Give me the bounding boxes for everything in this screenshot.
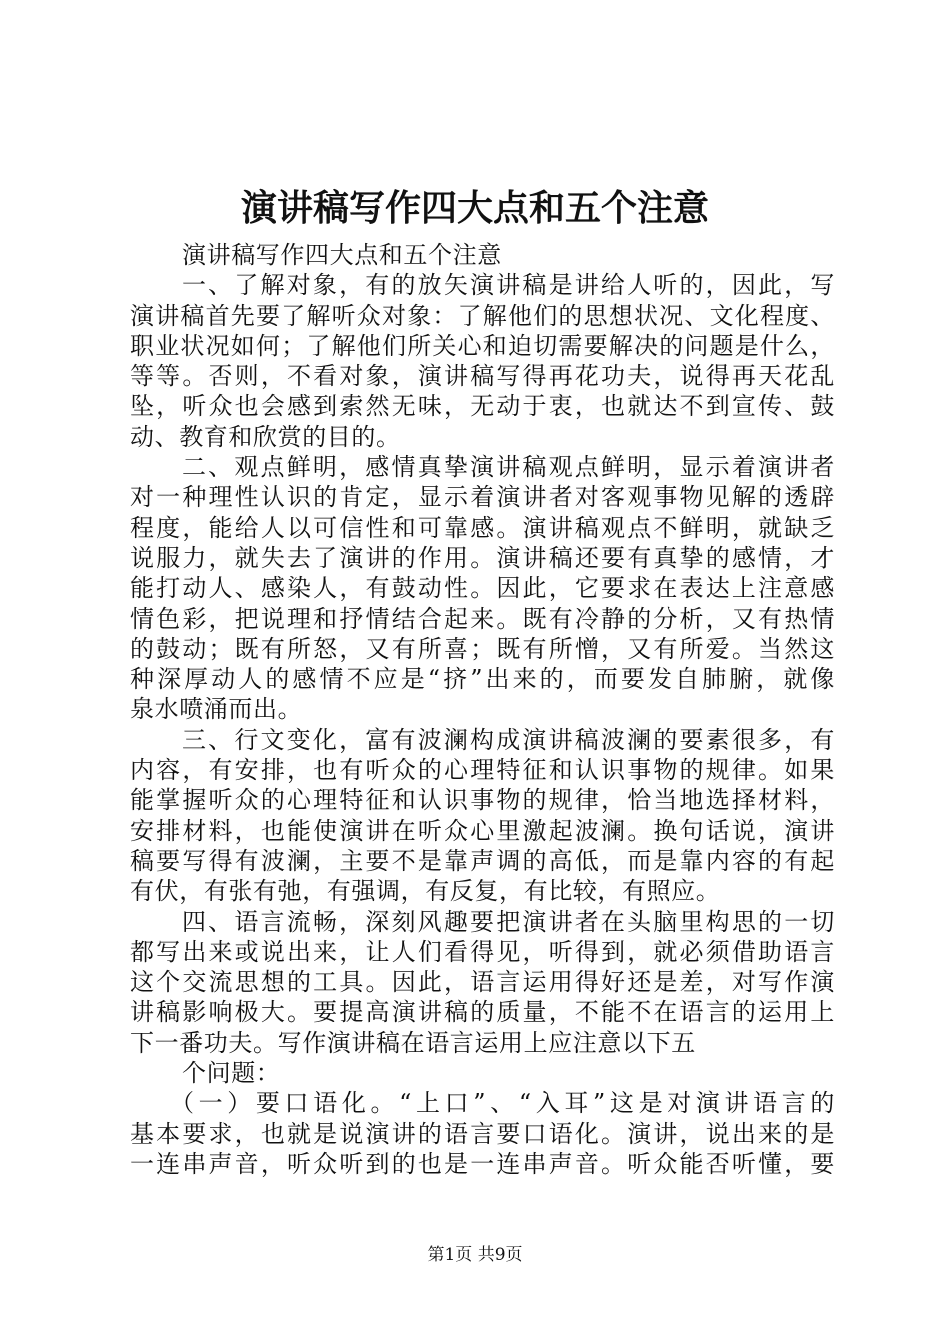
text-line: 个问题： — [182, 1059, 281, 1088]
text-line: 演讲稿首先要了解听众对象：了解他们的思想状况、文化程度、 — [130, 301, 835, 330]
text-line: 讲稿影响极大。要提高演讲稿的质量，不能不在语言的运用上 — [130, 998, 835, 1027]
text-line: 一、了解对象，有的放矢演讲稿是讲给人听的，因此，写 — [182, 271, 835, 300]
text-line: 一连串声音，听众听到的也是一连串声音。听众能否听懂，要 — [130, 1149, 835, 1178]
text-line: 安排材料，也能使演讲在听众心里激起波澜。换句话说，演讲 — [130, 816, 835, 845]
document-body — [130, 240, 835, 1179]
text-line: 对一种理性认识的肯定，显示着演讲者对客观事物见解的透辟 — [130, 483, 835, 512]
text-line: 种深厚动人的感情不应是“挤”出来的，而要发自肺腑，就像 — [130, 665, 835, 694]
text-line: 能掌握听众的心理特征和认识事物的规律，恰当地选择材料， — [130, 786, 835, 815]
text-line: 职业状况如何；了解他们所关心和迫切需要解决的问题是什么， — [130, 331, 835, 360]
text-line: 情色彩，把说理和抒情结合起来。既有冷静的分析，又有热情 — [130, 604, 835, 633]
subtitle-line: 演讲稿写作四大点和五个注意 — [182, 241, 502, 269]
text-line: 泉水喷涌而出。 — [130, 695, 303, 724]
text-line: 说服力，就失去了演讲的作用。演讲稿还要有真挚的感情，才 — [130, 543, 835, 572]
text-line: 下一番功夫。写作演讲稿在语言运用上应注意以下五 — [130, 1028, 696, 1057]
text-line: 有伏，有张有弛，有强调，有反复，有比较，有照应。 — [130, 877, 721, 906]
text-line: 能打动人、感染人，有鼓动性。因此，它要求在表达上注意感 — [130, 574, 835, 603]
text-line: 二、观点鲜明，感情真挚演讲稿观点鲜明，显示着演讲者 — [182, 453, 835, 482]
document-title: 演讲稿写作四大点和五个注意 — [240, 187, 709, 229]
text-line: 坠，听众也会感到索然无味，无动于衷，也就达不到宣传、鼓 — [130, 392, 835, 421]
text-line: 三、行文变化，富有波澜构成演讲稿波澜的要素很多，有 — [182, 725, 835, 754]
text-line: （一）要口语化。“上口”、“入耳”这是对演讲语言的 — [170, 1089, 835, 1118]
text-line: 都写出来或说出来，让人们看得见，听得到，就必须借助语言 — [130, 937, 835, 966]
text-line: 基本要求，也就是说演讲的语言要口语化。演讲，说出来的是 — [130, 1119, 835, 1148]
page-footer: 第1页 共9页 — [427, 1245, 523, 1265]
text-line: 程度，能给人以可信性和可靠感。演讲稿观点不鲜明，就缺乏 — [130, 513, 835, 542]
text-line: 内容，有安排，也有听众的心理特征和认识事物的规律。如果 — [130, 756, 835, 785]
text-line: 等等。否则，不看对象，演讲稿写得再花功夫，说得再天花乱 — [130, 362, 835, 391]
text-line: 四、语言流畅，深刻风趣要把演讲者在头脑里构思的一切 — [182, 907, 835, 936]
text-line: 动、教育和欣赏的目的。 — [130, 422, 401, 451]
text-line: 这个交流思想的工具。因此，语言运用得好还是差，对写作演 — [130, 968, 835, 997]
text-line: 的鼓动；既有所怒，又有所喜；既有所憎，又有所爱。当然这 — [130, 634, 835, 663]
text-line: 稿要写得有波澜，主要不是靠声调的高低，而是靠内容的有起 — [130, 846, 835, 875]
